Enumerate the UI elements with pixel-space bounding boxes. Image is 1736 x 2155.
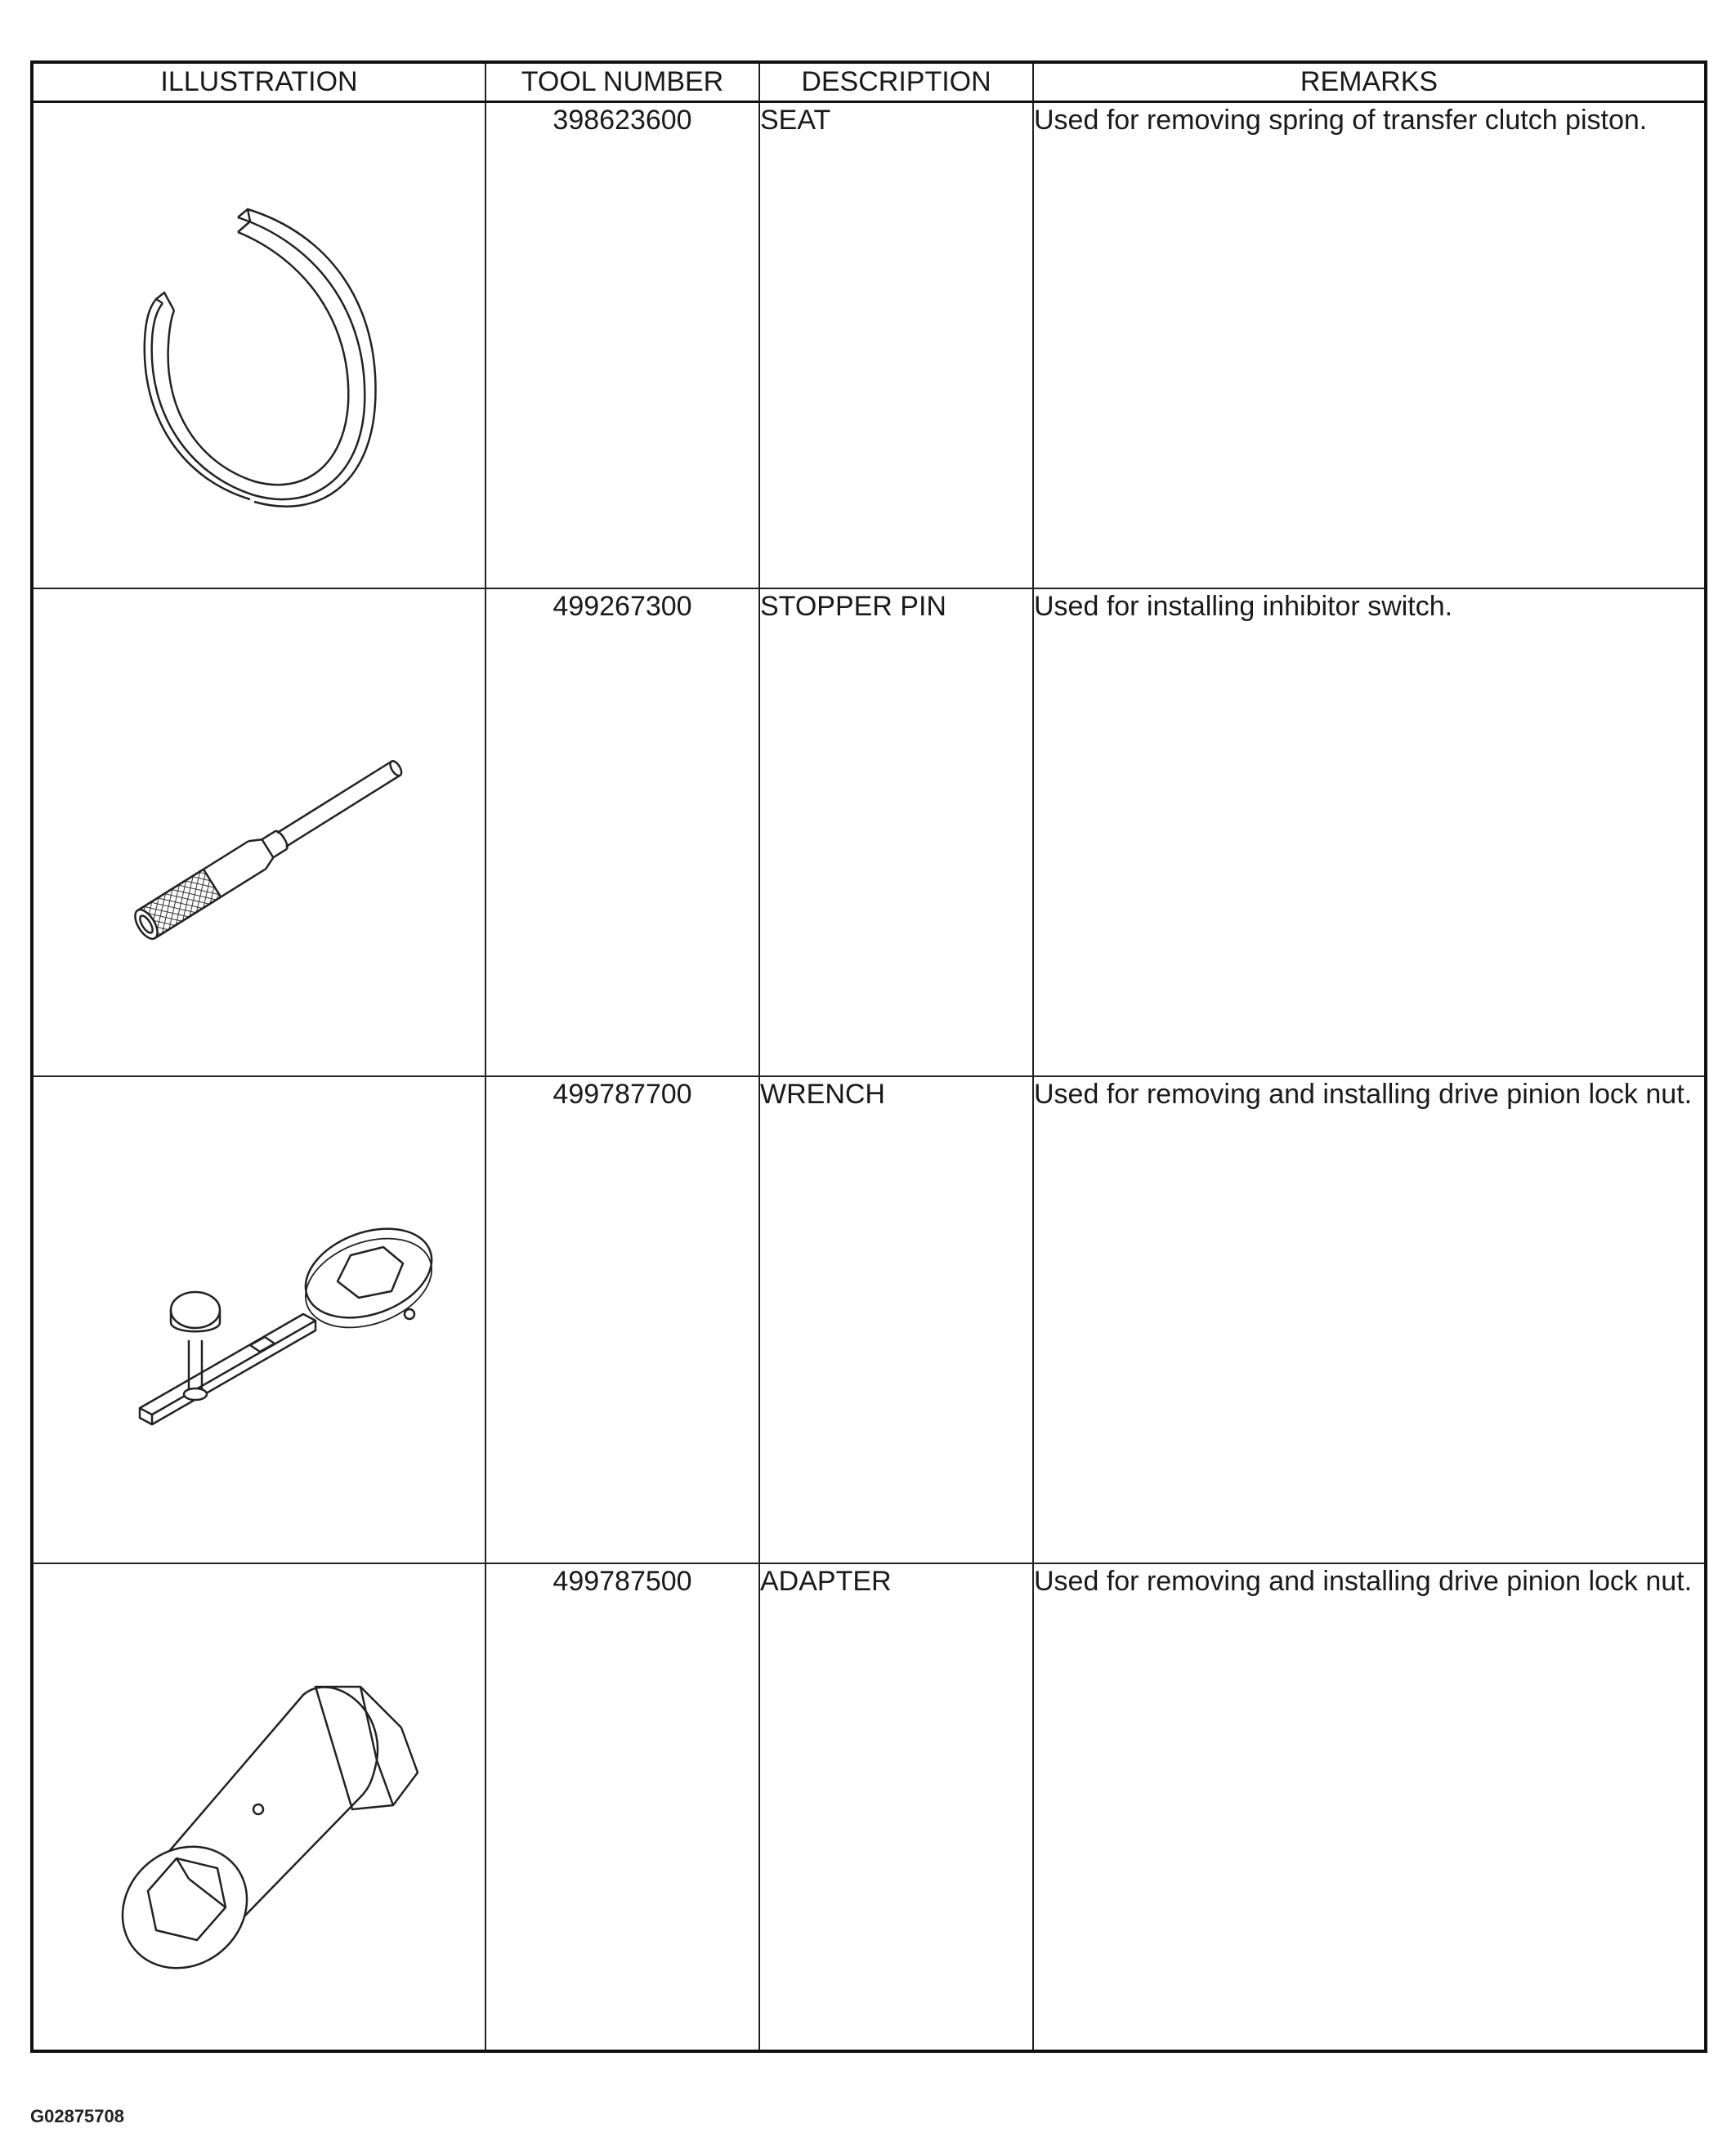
stopper-pin-icon [34, 589, 484, 1073]
header-illustration: ILLUSTRATION [32, 62, 485, 102]
table-row [32, 102, 1706, 588]
header-remarks: REMARKS [1033, 62, 1706, 102]
description-cell: STOPPER PIN [759, 588, 1033, 1076]
special-tools-table [30, 60, 1707, 2053]
remarks-cell: Used for removing and installing drive pinion lock nut. [1033, 1076, 1706, 1563]
description-cell: WRENCH [759, 1076, 1033, 1563]
tool-number-cell: 398623600 [485, 102, 759, 588]
remarks-cell: Used for removing and installing drive pinion lock nut. [1033, 1563, 1706, 2051]
header-description: DESCRIPTION [759, 62, 1033, 102]
header-tool-number: TOOL NUMBER [485, 62, 759, 102]
illustration-cell [32, 1076, 485, 1563]
table-header-row [32, 62, 1706, 102]
table-row [32, 1563, 1706, 2051]
adapter-socket-icon [34, 1564, 484, 2048]
remarks-cell: Used for removing spring of transfer clutch piston. [1033, 102, 1706, 588]
illustration-cell [32, 102, 485, 588]
remarks-cell: Used for installing inhibitor switch. [1033, 588, 1706, 1076]
figure-id: G02875708 [30, 2106, 124, 2126]
description-cell: SEAT [759, 102, 1033, 588]
illustration-cell [32, 588, 485, 1076]
table-row [32, 588, 1706, 1076]
illustration-cell [32, 1563, 485, 2051]
tool-number-cell: 499267300 [485, 588, 759, 1076]
seat-ring-icon [34, 103, 484, 585]
wrench-icon [34, 1077, 484, 1560]
tool-number-cell: 499787700 [485, 1076, 759, 1563]
description-cell: ADAPTER [759, 1563, 1033, 2051]
table-row [32, 1076, 1706, 1563]
tool-number-cell: 499787500 [485, 1563, 759, 2051]
